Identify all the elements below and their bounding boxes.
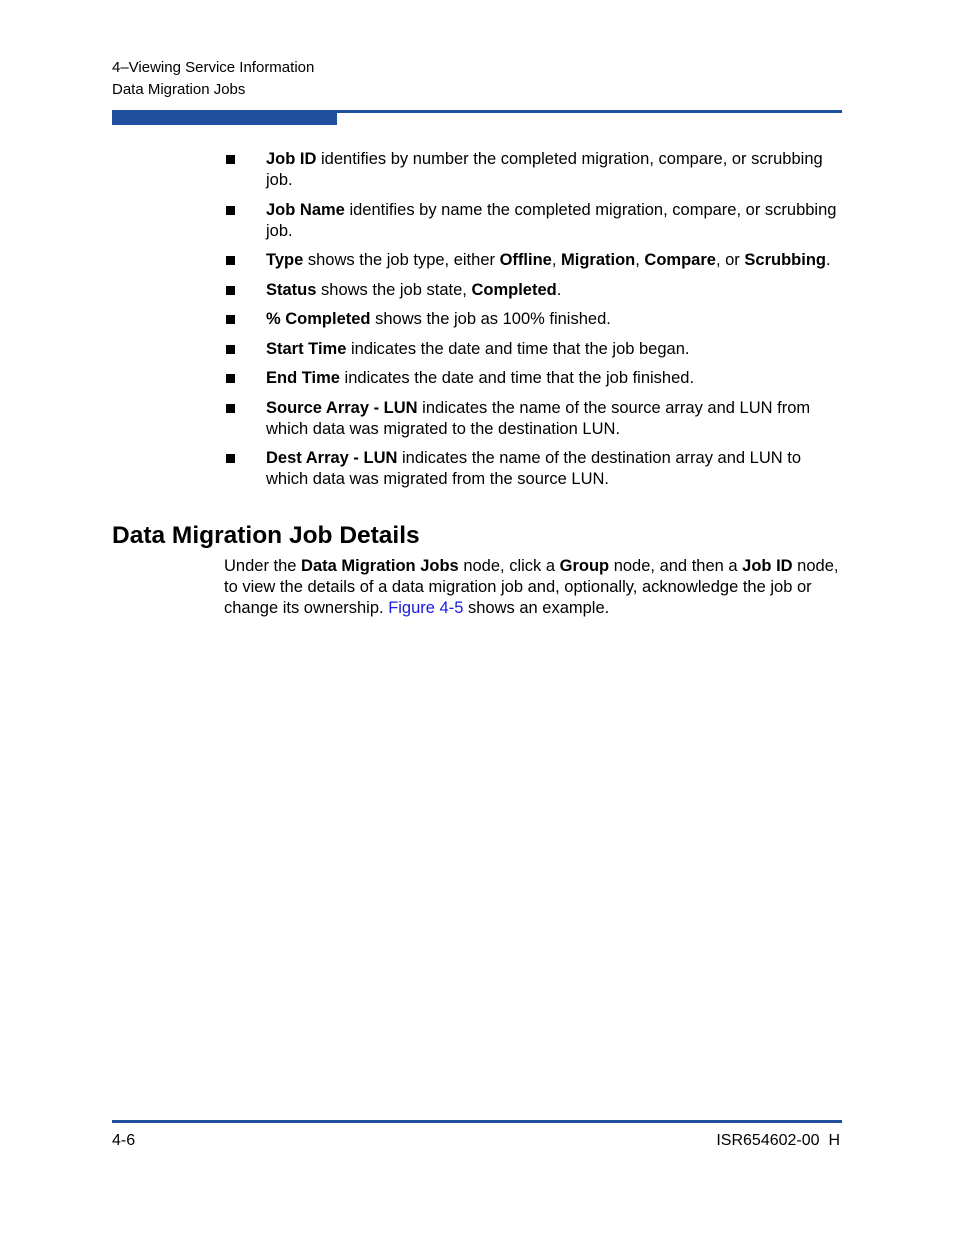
list-item-end-time — [224, 368, 844, 389]
term: Type — [266, 251, 304, 269]
list-item-job-id — [224, 149, 844, 191]
description: indicates the name of the destination array and LUN to which data was migrated from the source LUN. — [266, 449, 801, 488]
field-description-list — [224, 149, 844, 499]
bold-term: Group — [559, 557, 610, 575]
text-run: node, and then a — [609, 557, 743, 575]
term: Status — [266, 280, 317, 299]
text-run: Under the — [224, 557, 302, 575]
term: End Time — [266, 369, 340, 387]
square-bullet-icon — [226, 286, 235, 295]
square-bullet-icon — [226, 345, 235, 354]
bold-term: Job ID — [742, 557, 793, 575]
description: shows the job as 100% finished. — [370, 310, 611, 328]
section-paragraph — [224, 556, 844, 619]
square-bullet-icon — [226, 315, 235, 324]
running-header — [112, 57, 314, 101]
description: shows the job state, — [316, 280, 472, 299]
header-accent-block — [112, 110, 337, 125]
square-bullet-icon — [226, 206, 235, 215]
description: indicates the date and time that the job finished. — [339, 369, 695, 387]
square-bullet-icon — [226, 374, 235, 383]
period: . — [556, 280, 562, 299]
list-item-start-time — [224, 339, 844, 360]
text-run: shows an example. — [463, 599, 610, 617]
value-migration: Migration — [561, 251, 636, 269]
separator: , — [551, 251, 561, 269]
list-item-percent-completed — [224, 309, 844, 330]
square-bullet-icon — [226, 256, 235, 265]
section-heading: Data Migration Job Details — [112, 522, 420, 549]
value-completed: Completed — [471, 280, 557, 299]
value-compare: Compare — [644, 251, 716, 269]
section-name: Data Migration Jobs — [112, 81, 246, 98]
page-number: 4-6 — [112, 1132, 136, 1149]
description: identifies by name the completed migration, compare, or scrubbing job. — [266, 200, 837, 240]
bold-term: Data Migration Jobs — [301, 557, 459, 575]
list-item-job-name — [224, 200, 844, 242]
text-run: node, click a — [458, 557, 560, 575]
value-offline: Offline — [499, 251, 552, 269]
list-item-dest-array-lun — [224, 448, 844, 490]
term: % Completed — [266, 310, 371, 328]
term: Job ID — [266, 150, 317, 168]
text-run: node, to view the details of a data migration job and, optionally, acknowledge the job or change its ownership. — [224, 557, 839, 617]
list-item-status — [224, 280, 844, 301]
separator: , — [635, 251, 645, 269]
description: indicates the date and time that the job began. — [346, 339, 690, 358]
term: Start Time — [266, 339, 347, 358]
description: shows the job type, either — [303, 251, 500, 269]
separator: , or — [715, 251, 745, 269]
term: Source Array - LUN — [266, 398, 418, 417]
document-id: ISR654602-00 H — [716, 1132, 840, 1149]
figure-link[interactable]: Figure 4-5 — [388, 599, 464, 617]
description: identifies by number the completed migration, compare, or scrubbing job. — [266, 150, 823, 189]
square-bullet-icon — [226, 404, 235, 413]
term: Job Name — [266, 200, 345, 219]
period: . — [825, 251, 831, 269]
description: indicates the name of the source array and LUN from which data was migrated to the destination LUN. — [266, 398, 811, 438]
square-bullet-icon — [226, 155, 235, 164]
chapter-title: 4–Viewing Service Information — [112, 59, 315, 76]
value-scrubbing: Scrubbing — [744, 251, 826, 269]
list-item-type — [224, 250, 844, 271]
square-bullet-icon — [226, 454, 235, 463]
term: Dest Array - LUN — [266, 449, 398, 467]
footer-rule — [112, 1120, 842, 1123]
list-item-source-array-lun — [224, 398, 844, 440]
